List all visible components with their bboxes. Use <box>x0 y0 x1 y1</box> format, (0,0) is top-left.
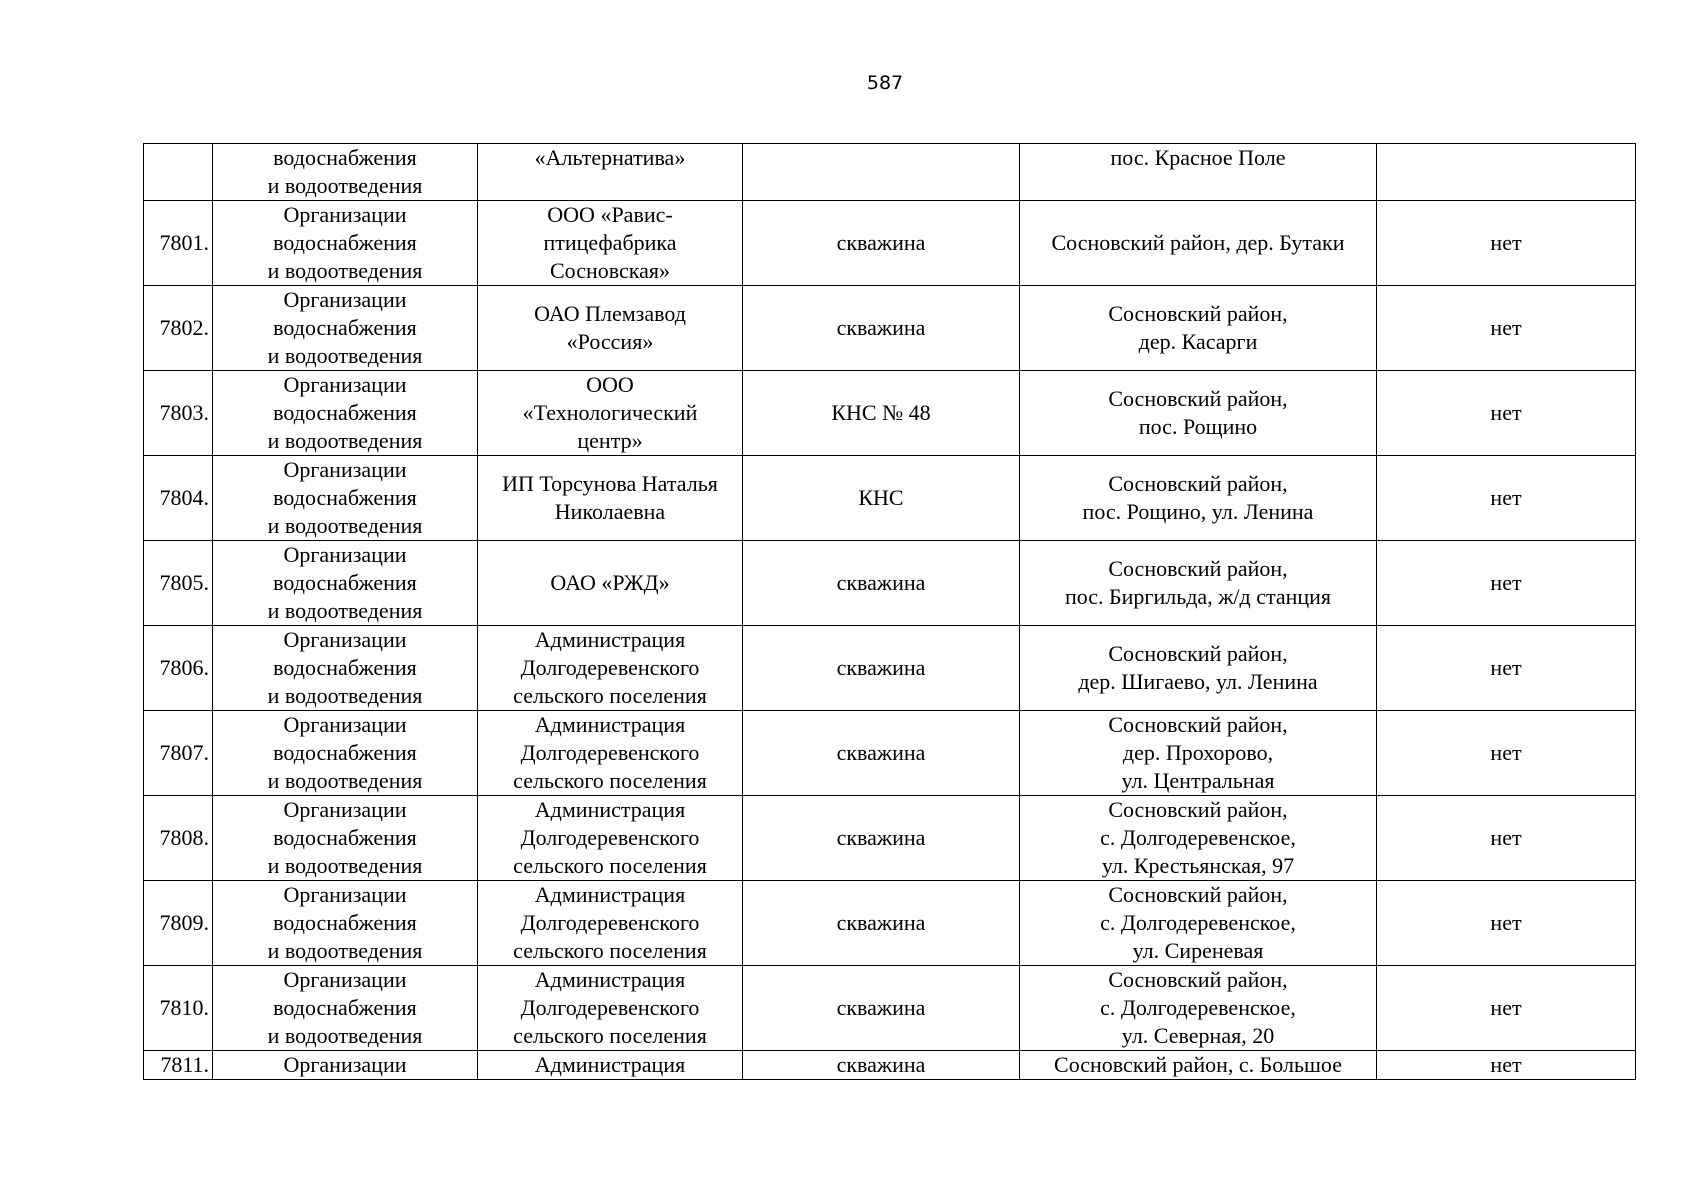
table-row <box>144 541 1636 626</box>
organization-type-line: Организации <box>283 542 407 567</box>
facility-address-cell <box>1020 201 1377 286</box>
organization-name-line: Администрация <box>534 797 686 822</box>
organization-name-cell <box>478 201 743 286</box>
facility-address-cell <box>1020 626 1377 711</box>
organization-name-line: сельского поселения <box>513 768 707 793</box>
facility-address-line: с. Долгодеревенское, <box>1100 825 1296 850</box>
organization-type-cell <box>213 456 478 541</box>
organization-type-line: Организации <box>283 627 407 652</box>
facility-type-cell <box>743 456 1020 541</box>
status-value-cell: нет <box>1377 966 1636 1051</box>
facility-address-line: Сосновский район, <box>1108 641 1288 666</box>
organization-name-line: центр» <box>577 428 643 453</box>
organization-type-line: и водоотведения <box>267 768 423 793</box>
organization-type-line: Организации <box>283 1052 407 1077</box>
organization-type-cell <box>213 144 478 201</box>
organization-type-cell <box>213 966 478 1051</box>
facility-address-line: пос. Рощино, ул. Ленина <box>1082 499 1314 524</box>
facility-type-line: скважина <box>836 740 926 765</box>
facility-type-cell <box>743 626 1020 711</box>
facility-address-cell <box>1020 881 1377 966</box>
facility-type-line: КНС № 48 <box>831 400 931 425</box>
organization-name-line: «Альтернатива» <box>534 145 686 170</box>
organization-name-line: сельского поселения <box>513 683 707 708</box>
status-value-cell: нет <box>1377 371 1636 456</box>
organization-name-line: Николаевна <box>554 499 666 524</box>
organization-type-line: Организации <box>283 967 407 992</box>
organization-type-line: водоснабжения <box>273 910 417 935</box>
facility-address-cell <box>1020 541 1377 626</box>
organization-type-line: водоснабжения <box>273 825 417 850</box>
facility-address-line: Сосновский район, <box>1108 967 1288 992</box>
facility-type-cell <box>743 201 1020 286</box>
organization-name-cell <box>478 1051 743 1080</box>
organization-type-line: водоснабжения <box>273 995 417 1020</box>
organization-name-line: птицефабрика <box>543 230 677 255</box>
facility-address-line: Сосновский район, <box>1108 797 1288 822</box>
status-value-cell: нет <box>1377 201 1636 286</box>
organization-name-line: Долгодеревенского <box>520 910 700 935</box>
facility-address-cell <box>1020 1051 1377 1080</box>
organization-type-line: водоснабжения <box>273 145 417 170</box>
facility-address-line: Сосновский район, дер. Бутаки <box>1051 230 1345 255</box>
organization-type-line: водоснабжения <box>273 740 417 765</box>
facility-type-line: скважина <box>836 315 926 340</box>
organization-name-line: Администрация <box>534 1052 686 1077</box>
row-number-cell: 7807. <box>144 711 213 796</box>
facility-address-cell <box>1020 456 1377 541</box>
facility-address-line: дер. Прохорово, <box>1122 740 1274 765</box>
organization-type-line: водоснабжения <box>273 485 417 510</box>
facility-type-cell <box>743 541 1020 626</box>
facility-type-cell <box>743 371 1020 456</box>
facility-address-line: с. Долгодеревенское, <box>1100 995 1296 1020</box>
organization-name-line: Долгодеревенского <box>520 825 700 850</box>
organization-type-line: Организации <box>283 457 407 482</box>
organization-name-line: Долгодеревенского <box>520 740 700 765</box>
organization-name-line: сельского поселения <box>513 1023 707 1048</box>
row-number-cell: 7808. <box>144 796 213 881</box>
organization-name-line: ОАО «РЖД» <box>550 570 670 595</box>
status-value-cell: нет <box>1377 456 1636 541</box>
organization-type-line: Организации <box>283 202 407 227</box>
status-value-cell <box>1377 144 1636 201</box>
row-number-cell: 7803. <box>144 371 213 456</box>
table-row <box>144 456 1636 541</box>
facility-type-line: скважина <box>836 910 926 935</box>
facility-address-line: ул. Центральная <box>1121 768 1275 793</box>
organization-type-cell <box>213 541 478 626</box>
facility-type-line: скважина <box>836 825 926 850</box>
facility-address-cell <box>1020 796 1377 881</box>
status-value-cell: нет <box>1377 286 1636 371</box>
row-number-cell: 7811. <box>144 1051 213 1080</box>
organization-name-line: Администрация <box>534 627 686 652</box>
organization-name-line: Долгодеревенского <box>520 655 700 680</box>
registry-table <box>143 143 1636 1080</box>
facility-address-line: Сосновский район, <box>1108 386 1288 411</box>
table-row <box>144 796 1636 881</box>
organization-type-line: и водоотведения <box>267 258 423 283</box>
organization-name-line: Долгодеревенского <box>520 995 700 1020</box>
status-value-cell: нет <box>1377 626 1636 711</box>
organization-name-cell <box>478 711 743 796</box>
organization-type-line: Организации <box>283 882 407 907</box>
facility-type-cell <box>743 1051 1020 1080</box>
page-number: 587 <box>866 72 904 94</box>
facility-address-line: ул. Сиреневая <box>1132 938 1264 963</box>
table-row <box>144 144 1636 201</box>
organization-name-line: Администрация <box>534 712 686 737</box>
organization-name-cell <box>478 881 743 966</box>
facility-type-cell <box>743 144 1020 201</box>
organization-name-line: ОАО Племзавод <box>534 301 686 326</box>
facility-address-cell <box>1020 286 1377 371</box>
row-number-cell: 7802. <box>144 286 213 371</box>
organization-name-line: сельского поселения <box>513 938 707 963</box>
organization-type-line: и водоотведения <box>267 938 423 963</box>
organization-name-line: ООО <box>586 372 634 397</box>
organization-name-line: «Россия» <box>566 329 654 354</box>
table-row <box>144 286 1636 371</box>
organization-type-line: Организации <box>283 797 407 822</box>
facility-type-line: КНС <box>858 485 904 510</box>
organization-type-cell <box>213 796 478 881</box>
status-value-cell: нет <box>1377 1051 1636 1080</box>
row-number-cell: 7801. <box>144 201 213 286</box>
status-value-cell: нет <box>1377 711 1636 796</box>
organization-name-line: сельского поселения <box>513 853 707 878</box>
organization-type-line: водоснабжения <box>273 400 417 425</box>
organization-name-line: ИП Торсунова Наталья <box>502 471 718 496</box>
organization-name-cell <box>478 626 743 711</box>
facility-address-line: ул. Крестьянская, 97 <box>1101 853 1295 878</box>
facility-type-cell <box>743 286 1020 371</box>
organization-type-line: и водоотведения <box>267 428 423 453</box>
organization-name-line: Администрация <box>534 967 686 992</box>
facility-address-line: Сосновский район, <box>1108 556 1288 581</box>
facility-type-line: скважина <box>836 230 926 255</box>
organization-type-line: Организации <box>283 287 407 312</box>
row-number-cell: 7810. <box>144 966 213 1051</box>
organization-type-cell <box>213 371 478 456</box>
organization-name-cell <box>478 541 743 626</box>
facility-address-cell <box>1020 966 1377 1051</box>
table-row <box>144 1051 1636 1080</box>
organization-type-line: и водоотведения <box>267 513 423 538</box>
table-row <box>144 371 1636 456</box>
organization-type-cell <box>213 201 478 286</box>
organization-type-cell <box>213 626 478 711</box>
facility-address-line: Сосновский район, <box>1108 712 1288 737</box>
row-number-cell: 7804. <box>144 456 213 541</box>
facility-address-line: дер. Шигаево, ул. Ленина <box>1078 669 1318 694</box>
organization-name-cell <box>478 371 743 456</box>
facility-address-line: пос. Биргильда, ж/д станция <box>1064 584 1332 609</box>
organization-type-line: водоснабжения <box>273 655 417 680</box>
facility-type-line: скважина <box>836 655 926 680</box>
organization-type-line: водоснабжения <box>273 570 417 595</box>
organization-type-cell <box>213 881 478 966</box>
table-row <box>144 966 1636 1051</box>
facility-address-line: Сосновский район, <box>1108 471 1288 496</box>
organization-name-cell <box>478 796 743 881</box>
facility-address-cell <box>1020 144 1377 201</box>
organization-type-line: и водоотведения <box>267 343 423 368</box>
facility-address-cell <box>1020 371 1377 456</box>
organization-type-cell <box>213 1051 478 1080</box>
organization-type-line: водоснабжения <box>273 230 417 255</box>
facility-address-line: Сосновский район, <box>1108 301 1288 326</box>
facility-type-line: скважина <box>836 1052 926 1077</box>
organization-name-line: Администрация <box>534 882 686 907</box>
facility-type-cell <box>743 881 1020 966</box>
facility-address-line: дер. Касарги <box>1138 329 1258 354</box>
table-row <box>144 626 1636 711</box>
organization-type-line: и водоотведения <box>267 1023 423 1048</box>
status-value-cell: нет <box>1377 881 1636 966</box>
facility-type-line: скважина <box>836 995 926 1020</box>
table-row <box>144 711 1636 796</box>
organization-type-line: Организации <box>283 372 407 397</box>
organization-type-line: и водоотведения <box>267 173 423 198</box>
facility-address-line: пос. Красное Поле <box>1110 145 1286 170</box>
organization-type-line: и водоотведения <box>267 598 423 623</box>
row-number-cell: 7806. <box>144 626 213 711</box>
row-number-cell <box>144 144 213 201</box>
organization-name-line: Сосновская» <box>549 258 671 283</box>
organization-name-line: ООО «Равис- <box>547 202 673 227</box>
table-row <box>144 201 1636 286</box>
organization-name-line: «Технологический <box>522 400 698 425</box>
facility-address-line: Сосновский район, <box>1108 882 1288 907</box>
row-number-cell: 7809. <box>144 881 213 966</box>
registry-table-body <box>144 144 1636 1080</box>
organization-type-line: и водоотведения <box>267 853 423 878</box>
organization-type-line: Организации <box>283 712 407 737</box>
organization-name-cell <box>478 144 743 201</box>
facility-address-line: ул. Северная, 20 <box>1121 1023 1275 1048</box>
facility-address-line: с. Долгодеревенское, <box>1100 910 1296 935</box>
organization-name-cell <box>478 966 743 1051</box>
facility-type-line: скважина <box>836 570 926 595</box>
table-row <box>144 881 1636 966</box>
organization-type-line: водоснабжения <box>273 315 417 340</box>
organization-name-cell <box>478 286 743 371</box>
organization-type-cell <box>213 286 478 371</box>
facility-type-cell <box>743 966 1020 1051</box>
organization-type-cell <box>213 711 478 796</box>
facility-type-cell <box>743 711 1020 796</box>
facility-address-cell <box>1020 711 1377 796</box>
organization-name-cell <box>478 456 743 541</box>
facility-type-cell <box>743 796 1020 881</box>
facility-address-line: пос. Рощино <box>1138 414 1258 439</box>
organization-type-line: и водоотведения <box>267 683 423 708</box>
status-value-cell: нет <box>1377 541 1636 626</box>
status-value-cell: нет <box>1377 796 1636 881</box>
facility-address-line: Сосновский район, с. Большое <box>1054 1052 1342 1077</box>
row-number-cell: 7805. <box>144 541 213 626</box>
